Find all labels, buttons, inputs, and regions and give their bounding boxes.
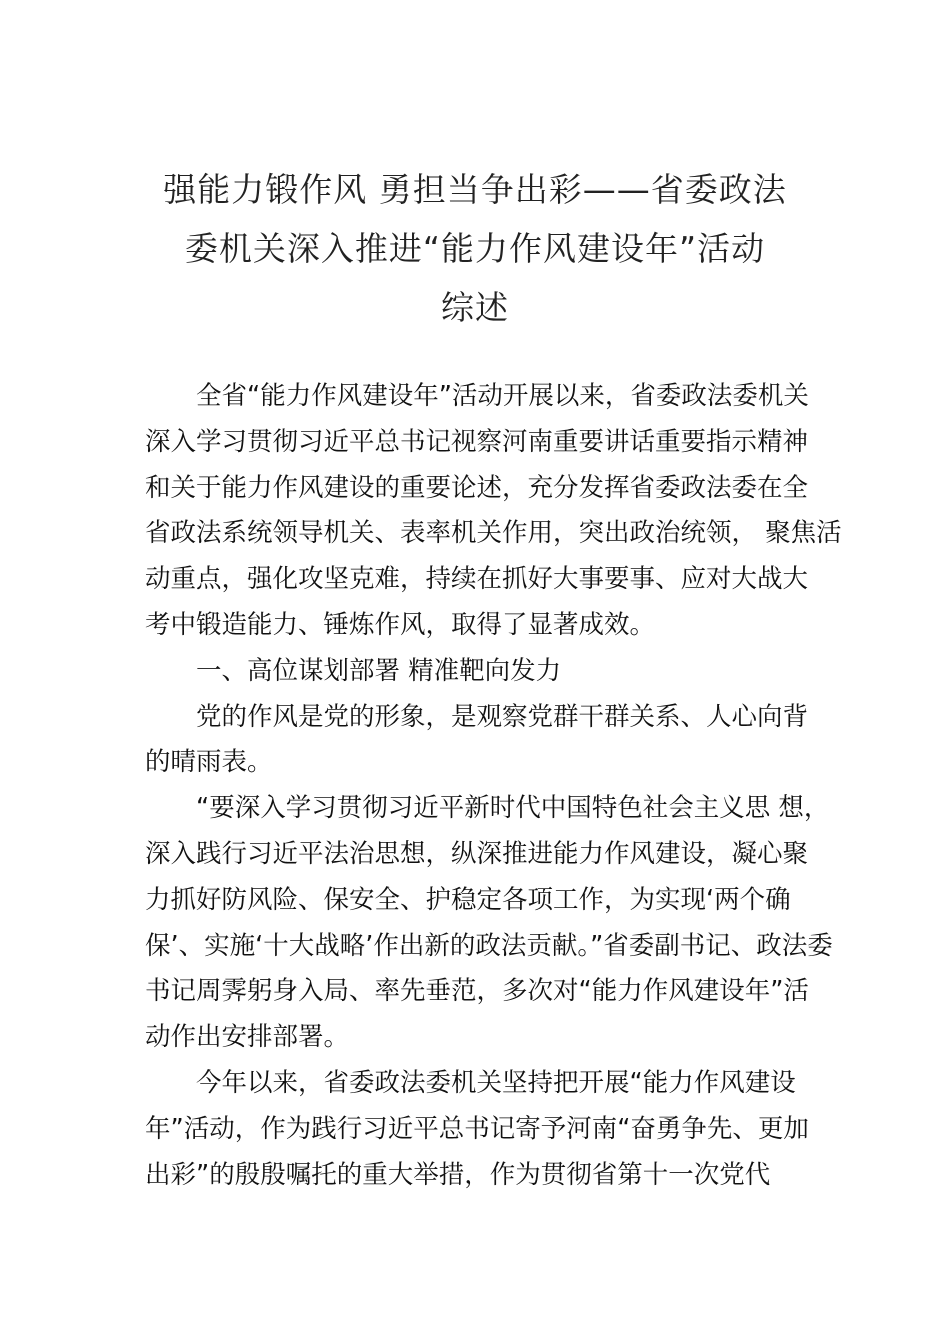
title-line: 强能力锻作风 勇担当争出彩——省委政法 — [163, 170, 787, 209]
body-text-line: 考中锻造能力、锤炼作风，取得了显著成效。 — [145, 609, 656, 640]
body-text-line: 力抓好防风险、保安全、护稳定各项工作，为实现‘两个确 — [145, 884, 791, 915]
body-text-line: 动重点，强化攻坚克难，持续在抓好大事要事、应对大战大 — [145, 564, 809, 595]
body-text-line: “要深入学习贯彻习近平新时代中国特色社会主义思 想， — [196, 793, 830, 824]
body-text-line: 动作出安排部署。 — [145, 1022, 350, 1053]
body-text-line: 的晴雨表。 — [145, 747, 273, 778]
body-text-line: 省政法系统领导机关、表率机关作用，突出政治统领， 聚焦活 — [145, 518, 842, 549]
document-body — [145, 374, 842, 1198]
body-text-line: 年”活动，作为践行习近平总书记寄予河南“奋勇争先、更加 — [145, 1113, 809, 1144]
body-text-line: 和关于能力作风建设的重要论述，充分发挥省委政法委在全 — [145, 472, 809, 503]
title-line: 委机关深入推进“能力作风建设年”活动 — [184, 229, 766, 268]
body-text-line: 书记周霁躬身入局、率先垂范，多次对“能力作风建设年”活 — [145, 976, 809, 1007]
body-text-line: 深入践行习近平法治思想，纵深推进能力作风建设，凝心聚 — [145, 838, 809, 869]
body-text-line: 全省“能力作风建设年”活动开展以来，省委政法委机关 — [196, 381, 809, 411]
body-text-line: 深入学习贯彻习近平总书记视察河南重要讲话重要指示精神 — [145, 426, 809, 457]
body-text-line: 党的作风是党的形象，是观察党群干群关系、人心向背 — [196, 701, 809, 732]
body-text-line: 出彩”的殷殷嘱托的重大举措，作为贯彻省第十一次党代 — [145, 1159, 771, 1190]
body-text-line: 今年以来，省委政法委机关坚持把开展“能力作风建设 — [196, 1067, 796, 1098]
document-title — [0, 160, 950, 337]
title-line: 综述 — [441, 288, 509, 327]
body-text-line: 一、高位谋划部署 精准靶向发力 — [196, 655, 562, 686]
body-text-line: 保’、实施‘十大战略’作出新的政法贡献。”省委副书记、政法委 — [145, 930, 833, 961]
